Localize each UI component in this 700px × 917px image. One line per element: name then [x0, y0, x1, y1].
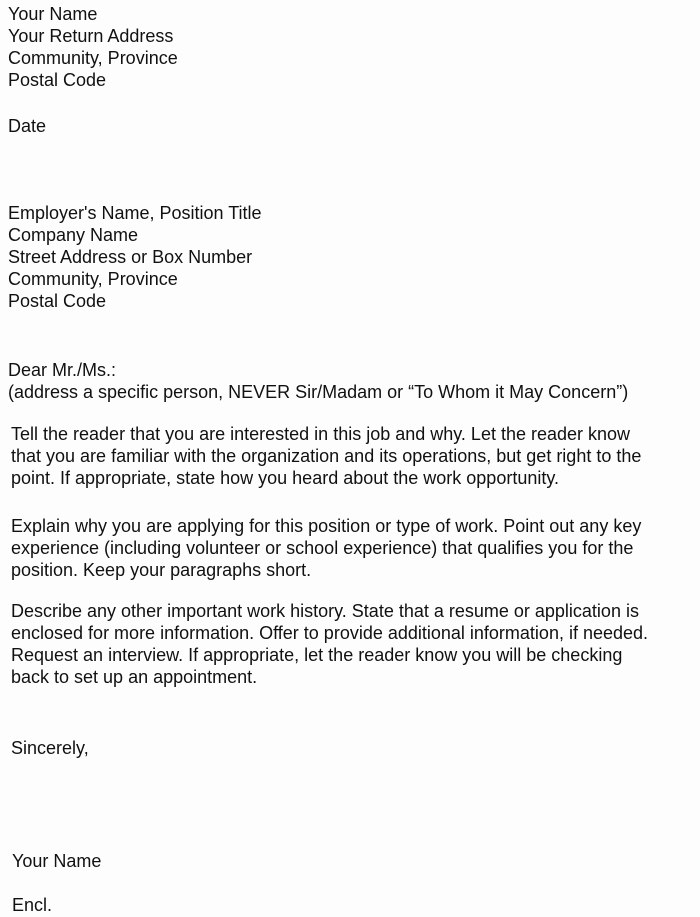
recipient-postal-code: Postal Code — [8, 291, 107, 311]
sender-postal-code: Postal Code — [8, 70, 107, 90]
paragraph-line: experience (including volunteer or school experience) that qualifies you for the — [11, 538, 634, 558]
recipient-street: Street Address or Box Number — [8, 247, 253, 267]
recipient-name-title: Employer's Name, Position Title — [8, 203, 262, 223]
date-line — [8, 115, 46, 137]
closing-line — [11, 737, 89, 759]
body-paragraph-2 — [11, 515, 641, 581]
paragraph-line: back to set up an appointment. — [11, 667, 258, 687]
salutation-note: (address a specific person, NEVER Sir/Madam or “To Whom it May Concern”) — [8, 382, 629, 402]
paragraph-line: point. If appropriate, state how you heard about the work opportunity. — [11, 468, 560, 488]
paragraph-line: Tell the reader that you are interested in this job and why. Let the reader know — [11, 424, 631, 444]
sender-address-block — [8, 3, 178, 91]
sender-name: Your Name — [8, 4, 98, 24]
date-text: Date — [8, 116, 47, 136]
paragraph-line: Request an interview. If appropriate, let the reader know you will be checking — [11, 645, 623, 665]
enclosure-text: Encl. — [12, 895, 53, 915]
signature-name: Your Name — [12, 851, 102, 871]
paragraph-line: that you are familiar with the organization and its operations, but get right to the — [11, 446, 642, 466]
paragraph-line: position. Keep your paragraphs short. — [11, 560, 312, 580]
sender-return-address: Your Return Address — [8, 26, 174, 46]
salutation-block — [8, 359, 628, 403]
enclosure-line — [12, 894, 52, 916]
paragraph-line: enclosed for more information. Offer to provide additional information, if needed. — [11, 623, 649, 643]
body-paragraph-3 — [11, 600, 648, 688]
recipient-address-block — [8, 202, 262, 312]
salutation-greeting: Dear Mr./Ms.: — [8, 360, 117, 380]
recipient-community: Community, Province — [8, 269, 178, 289]
paragraph-line: Explain why you are applying for this position or type of work. Point out any key — [11, 516, 642, 536]
signature-name-line — [12, 850, 101, 872]
body-paragraph-1 — [11, 423, 641, 489]
closing-text: Sincerely, — [11, 738, 89, 758]
sender-community: Community, Province — [8, 48, 178, 68]
paragraph-line: Describe any other important work history. State that a resume or application is — [11, 601, 639, 621]
recipient-company: Company Name — [8, 225, 139, 245]
